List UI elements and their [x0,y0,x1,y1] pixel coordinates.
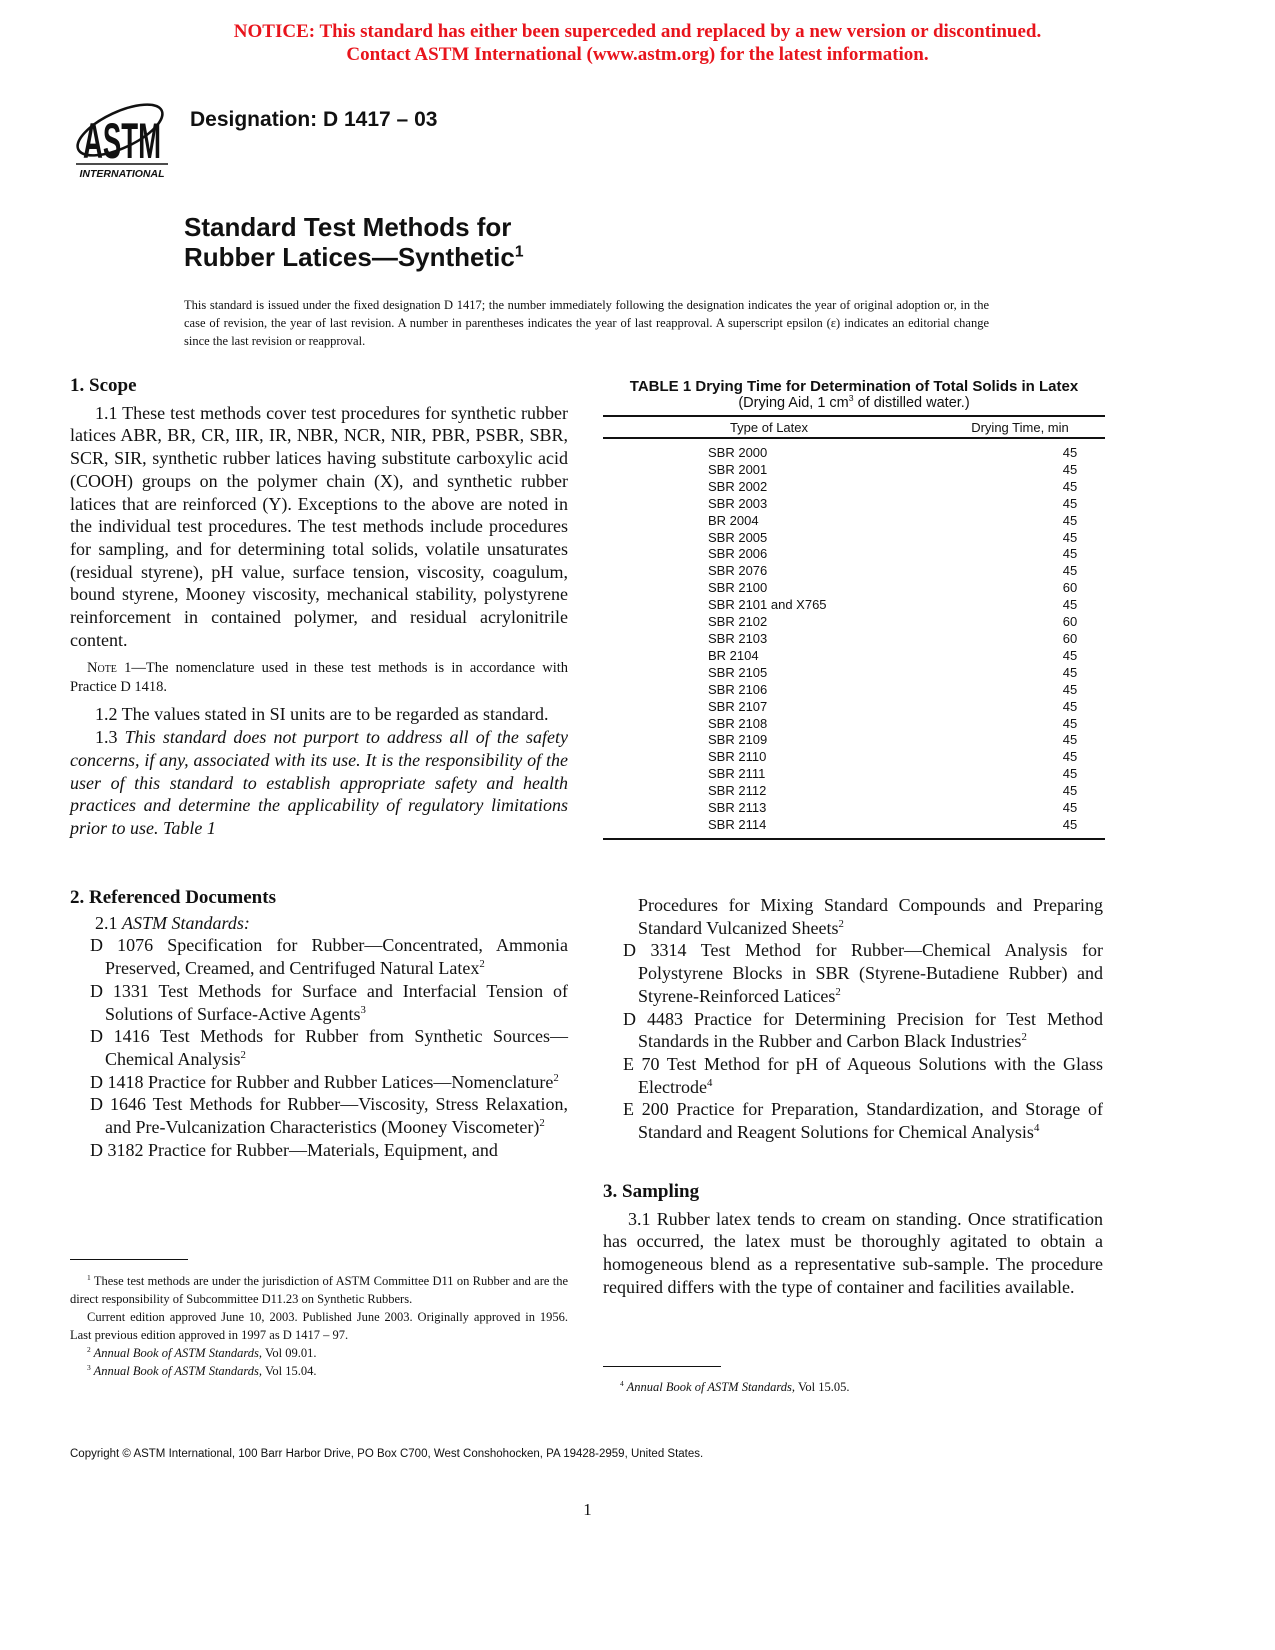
ref-title: Practice for Rubber—Materials, Equipment, and [148,1139,498,1160]
table-row [603,699,1105,716]
fn3-italic: Annual Book of ASTM Standards, [90,1364,263,1378]
fn2-italic: Annual Book of ASTM Standards, [90,1346,263,1360]
drying-time: 45 [1062,478,1078,494]
sampling-section [603,1181,1103,1299]
latex-type: SBR 2006 [708,546,768,562]
header-type: Type of Latex [603,416,935,438]
ref-code: D 3182 [90,1139,144,1160]
fn3-sup: 3 [87,1362,91,1372]
copyright: Copyright © ASTM International, 100 Barr Harbor Drive, PO Box C700, West Conshohocken, PA 19428-2959, United States. [70,1448,704,1460]
table-row [603,631,1105,648]
drying-time: 60 [1062,580,1078,596]
scope-p3 [70,726,568,840]
refs-right-list [603,939,1103,1143]
ref-title: Specification for Rubber—Concentrated, Ammonia Preserved, Creamed, and Centrifuged Natural Latex [105,935,569,979]
table-row [603,546,1105,563]
ref-footnote: 4 [706,1076,713,1089]
fn4-italic: Annual Book of ASTM Standards, [623,1380,796,1394]
table-row [603,479,1105,496]
reference-item [70,980,568,1025]
notice-line-1: NOTICE: This standard has either been superceded and replaced by a new version or discontinued. [233,21,1042,42]
sub-b: of distilled water.) [853,395,970,411]
notice-line-2: Contact ASTM International (www.astm.org) for the latest information. [346,44,929,65]
page-number: 1 [583,1500,592,1519]
table-subcaption [603,395,1105,411]
latex-type: BR 2004 [708,512,759,528]
refdocs-continued [603,894,1103,1144]
table-row [603,665,1105,682]
continuation-text: Procedures for Mixing Standard Compounds and Preparing Standard Vulcanized Sheets [638,895,1103,938]
latex-type: SBR 2001 [708,461,768,477]
latex-type: SBR 2003 [708,495,768,511]
latex-type: SBR 2101 and X765 [708,597,827,613]
latex-type: SBR 2100 [708,580,768,596]
designation: Designation: D 1417 – 03 [190,108,438,131]
ref-title: Test Methods for Rubber from Synthetic Sources—Chemical Analysis [105,1026,568,1069]
drying-time: 45 [1062,732,1078,748]
svg-text:INTERNATIONAL: INTERNATIONAL [79,168,165,180]
ref-footnote: 2 [240,1048,246,1061]
latex-type: SBR 2113 [708,800,767,816]
drying-time: 45 [1062,546,1078,562]
latex-type: SBR 2111 [708,766,766,782]
ref-footnote: 2 [835,985,841,998]
ref-footnote: 2 [1021,1031,1027,1044]
table-row [603,682,1105,699]
scope-heading: 1. Scope [70,375,137,396]
drying-time: 45 [1062,647,1078,663]
table-row [603,438,1105,462]
sub-a: (Drying Aid, 1 cm [738,395,849,411]
ref-code: D 1418 [90,1071,144,1092]
footnote-1b: Current edition approved June 10, 2003. Published June 2003. Originally approved in 1956. Last previous edition approved in 1997 as D 1417 – 97. [70,1310,568,1342]
refdocs-heading: 2. Referenced Documents [70,887,276,908]
svg-text:ASTM: ASTM [83,113,161,169]
ref-title: Practice for Determining Precision for Test Method Standards in the Rubber and Carbon Black Industries [638,1008,1104,1052]
scope-p2: 1.2 The values stated in SI units are to be regarded as standard. [95,704,549,725]
fn1-sup: 1 [87,1272,91,1282]
title-line-2 [184,242,524,272]
sub-sup: 3 [848,393,854,404]
p3-text: This standard does not purport to address all of the safety concerns, if any, associated with its use. It is the responsibility of the user of this standard to establish appropriate safety and health practices and determine the applicability of regulatory limitations prior to use. Table 1 [70,727,569,838]
astm-logo [72,88,172,180]
sampling-p1: 3.1 Rubber latex tends to cream on standing. Once stratification has occurred, the latex must be thoroughly agitated to obtain a homogeneous blend as a representative sub-sample. The procedure required differs with the type of container and facilities available. [603,1208,1103,1297]
drying-time: 45 [1062,783,1078,799]
reference-item [70,1139,568,1162]
ref-title: Test Method for pH of Aqueous Solutions with the Glass Electrode [638,1053,1103,1097]
ref-continuation [603,894,1103,939]
drying-time: 45 [1062,698,1078,714]
ref-title: Test Method for Rubber—Chemical Analysis for Polystyrene Blocks in SBR (Styrene-Butadiene Rubber) and Styrene-Reinforced Latices [638,940,1104,1006]
refdocs-section [70,887,568,1161]
table-row [603,513,1105,530]
document-title [184,212,524,272]
latex-type: SBR 2108 [708,715,768,731]
refs-left-list [70,934,568,1161]
sub-text: ASTM Standards: [122,912,250,933]
table-row [603,462,1105,479]
note-text: 1—The nomenclature used in these test methods is in accordance with Practice D 1418. [70,660,568,696]
latex-type: SBR 2002 [708,478,768,494]
drying-time: 45 [1062,495,1078,511]
fn2-sup: 2 [87,1344,91,1354]
ref-code: E 200 [623,1099,669,1120]
ref-footnote: 2 [539,1117,545,1130]
drying-time: 45 [1062,597,1078,613]
drying-time: 45 [1062,664,1078,680]
table-1 [603,378,1105,840]
fn1-text: These test methods are under the jurisdiction of ASTM Committee D11 on Rubber and are the direct responsibility of Subcommittee D11.23 on Synthetic Rubbers. [70,1274,568,1306]
drying-time: 60 [1062,614,1078,630]
ref-footnote: 2 [553,1071,559,1084]
latex-type: SBR 2000 [708,445,768,460]
title-line-1: Standard Test Methods for [184,212,512,242]
ref-code: D 4483 [623,1008,683,1029]
drying-time: 45 [1062,445,1078,460]
fn2-text: Vol 09.01. [262,1346,317,1360]
drying-time: 45 [1062,529,1078,545]
scope-note [70,659,568,697]
drying-time: 60 [1062,630,1078,646]
reference-item [70,1093,568,1138]
ref-code: D 1331 [90,980,149,1001]
ref-title: Practice for Rubber and Rubber Latices—Nomenclature [148,1071,554,1092]
fn3-text: Vol 15.04. [262,1364,317,1378]
fn4-sup: 4 [620,1378,624,1388]
table-row [603,496,1105,513]
ref-title: Test Methods for Rubber—Viscosity, Stress Relaxation, and Pre-Vulcanization Characteristics (Mooney Viscometer) [105,1094,568,1138]
latex-type: SBR 2103 [708,630,768,646]
table-row [603,783,1105,800]
title-footnote-ref: 1 [514,243,524,261]
latex-type: SBR 2106 [708,681,768,697]
table-row [603,716,1105,733]
table-caption: TABLE 1 Drying Time for Determination of Total Solids in Latex [629,378,1079,395]
ref-code: E 70 [623,1053,660,1074]
footnotes-left [70,1272,568,1380]
table-row [603,766,1105,783]
reference-item [70,1071,568,1094]
reference-item [70,1025,568,1070]
drying-time: 45 [1062,816,1078,832]
title-text: Rubber Latices—Synthetic [184,242,515,272]
refdocs-sub [70,912,568,935]
ref-footnote: 3 [360,1003,366,1016]
reference-item [70,934,568,979]
ref-title: Practice for Preparation, Standardization, and Storage of Standard and Reagent Solutions for Chemical Analysis [638,1099,1104,1143]
table-row [603,580,1105,597]
ref-code: D 3314 [623,940,687,961]
ref-footnote: 2 [479,958,485,971]
intro-statement: This standard is issued under the fixed designation D 1417; the number immediately following the designation indicates the year of original adoption or, in the case of revision, the year of last revision. A number in parentheses indicates the year of last reapproval. A superscript epsilon (ε) indicates an editorial change since the last revision or reapproval. [184,298,989,348]
ref-code: D 1646 [90,1094,146,1115]
reference-item [603,1098,1103,1143]
ref-title: Test Methods for Surface and Interfacial Tension of Solutions of Surface-Active Agents [105,980,568,1024]
scope-p1: 1.1 These test methods cover test procedures for synthetic rubber latices ABR, BR, CR, IIR, IR, NBR, NCR, NIR, PBR, PSBR, SBR, SCR, SIR, synthetic rubber latices having substitute carboxylic acid (COOH) groups on the polymer chain (X), and synthetic rubber latices that are reinforced (Y). Exceptions to the above are noted in the individual test procedures. The test methods include procedures for sampling, and for determining total solids, volatile unsaturates (residual styrene), pH value, surface tension, viscosity, coagulum, bound styrene, Mooney viscosity, mechanical stability, polystyrene reinforcement in contained polymer, and residual acrylonitrile content. [70,402,568,650]
table-row [603,530,1105,547]
ref-code: D 1416 [90,1026,150,1047]
latex-type: SBR 2112 [708,783,767,799]
latex-type: SBR 2107 [708,698,768,714]
continuation-sup: 2 [838,917,844,930]
drying-time: 45 [1062,749,1078,765]
table-row [603,800,1105,817]
latex-type: SBR 2005 [708,529,768,545]
footnote-2 [70,1344,568,1362]
sub-num: 2.1 [95,912,122,933]
notice-banner [0,20,1275,66]
latex-type: SBR 2109 [708,732,768,748]
footnote-1 [70,1272,568,1308]
table-row [603,817,1105,839]
drying-time-table [603,415,1105,840]
ref-footnote: 4 [1033,1122,1040,1135]
drying-time: 45 [1062,766,1078,782]
drying-time: 45 [1062,512,1078,528]
table-row [603,648,1105,665]
latex-type: BR 2104 [708,647,759,663]
footnote-4 [603,1378,1103,1396]
fn4-text: Vol 15.05. [795,1380,850,1394]
table-row [603,749,1105,766]
scope-section [70,375,568,840]
drying-time: 45 [1062,800,1078,816]
latex-type: SBR 2105 [708,664,768,680]
latex-type: SBR 2114 [708,816,767,832]
header-time: Drying Time, min [935,416,1105,438]
latex-type: SBR 2076 [708,563,768,579]
reference-item [603,939,1103,1007]
drying-time: 45 [1062,715,1078,731]
footnotes-right [603,1378,1103,1396]
latex-type: SBR 2102 [708,614,768,630]
p3-num: 1.3 [95,727,125,748]
table-row [603,614,1105,631]
note-label: Note [87,660,117,677]
drying-time: 45 [1062,563,1078,579]
reference-item [603,1008,1103,1053]
latex-type: SBR 2110 [708,749,767,765]
table-row [603,563,1105,580]
footnote-rule [70,1259,188,1260]
drying-time: 45 [1062,681,1078,697]
footnote-rule-right [603,1366,721,1367]
table-row [603,732,1105,749]
ref-code: D 1076 [90,935,154,956]
table-row [603,597,1105,614]
drying-time: 45 [1062,461,1078,477]
sampling-heading: 3. Sampling [603,1181,700,1202]
footnote-3 [70,1362,568,1380]
reference-item [603,1053,1103,1098]
